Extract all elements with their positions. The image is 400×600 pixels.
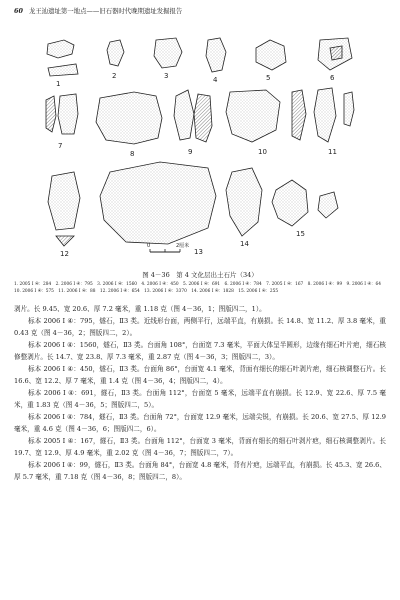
- artifact-label: 8: [130, 150, 135, 158]
- legend-item: 11. 2006 Ⅰ ④：88: [58, 289, 96, 295]
- artifact-label: 10: [258, 148, 267, 156]
- legend-item: 10. 2006 Ⅰ ④：575: [14, 289, 54, 295]
- legend-item: 3. 2006 Ⅰ ④：1560: [97, 282, 138, 287]
- legend-item: 4. 2006 Ⅰ ④：450: [141, 282, 179, 287]
- artifact-label: 5: [266, 74, 271, 82]
- legend-item: 13. 2006 Ⅰ ④：3370: [144, 289, 187, 295]
- artifact-drawing-4: [206, 38, 226, 72]
- artifact-drawing-1: [47, 40, 78, 76]
- artifact-drawing-10: [226, 90, 306, 142]
- artifact-drawing-13: [100, 162, 216, 244]
- artifact-label: 14: [240, 240, 249, 248]
- legend-item: 1. 2005 Ⅰ ④：284: [14, 282, 52, 287]
- running-title: 龙王辿遗址第一地点——旧石器时代晚期遗址发掘报告: [28, 7, 183, 15]
- figure-caption: 图 4－36 第 4 文化层出土石片（34）: [142, 271, 258, 279]
- artifact-label: 2: [112, 72, 117, 80]
- paragraph: 标本 2006 Ⅰ ④：450，燧石，Ⅱ3 类。台面角 86°，台面宽 4.1 毫米，背面有细长的细石叶剥片疤，细石核调整石片。长 16.6、宽 12.2、厚 7 毫米，重 1.4 克（图 4－36，4；图版四二，4）。: [14, 365, 386, 385]
- artifact-drawing-3: [154, 38, 182, 68]
- legend-item: 2. 2006 Ⅰ ④：795: [55, 282, 93, 287]
- paragraph: 标本 2006 Ⅰ ④：691，燧石，Ⅱ3 类。台面角 112°，台面宽 5 毫米，远端平直有崩损。长 12.9、宽 22.6、厚 7.5 毫米，重 1.83 克（图 4－36，5；图版四二，5）。: [14, 389, 386, 409]
- legend-item: 5. 2006 Ⅰ ④：691: [182, 282, 221, 287]
- artifact-drawing-14: [226, 168, 262, 236]
- artifact-drawing-6: [318, 38, 352, 70]
- scale-zero: 0: [147, 243, 151, 249]
- legend-item: 8. 2006 Ⅰ ④：99: [307, 282, 343, 287]
- paragraph: 标本 2006 Ⅰ ④：784，燧石，Ⅱ3 类。台面角 72°，台面宽 12.9 毫米，远端尖锐，有崩损。长 20.6、宽 27.5、厚 12.9 毫米，重 4.6 克（图 4－36，6；图版四二，6）。: [14, 413, 386, 433]
- artifact-drawing-2: [107, 40, 124, 66]
- artifact-drawing-15: [272, 180, 338, 226]
- legend-item: 6. 2006 Ⅰ ④：784: [224, 282, 262, 287]
- artifact-label: 3: [164, 72, 169, 80]
- artifact-plate: [30, 30, 370, 260]
- figure-legend: [14, 281, 386, 295]
- paragraph: 标本 2006 Ⅰ ④：795，燧石，Ⅱ3 类。近线形台面，两侧平行，远端平直，有崩损。长 14.8、宽 11.2、厚 3.8 毫米，重 0.43 克（图 4－36，2；图版四二，2）。: [14, 317, 386, 337]
- body-text: [14, 303, 386, 483]
- paragraph: 标本 2006 Ⅰ ④：1560，燧石，Ⅱ3 类。台面角 108°，台面宽 7.3 毫米，平面大体呈半圆形，边缘有细石叶片疤，细石核修整剥片。长 14.7、宽 23.8、厚 7.3 毫米，重 2.87 克（图 4－36，3；图版四二，3）。: [14, 341, 386, 361]
- artifact-drawing-9: [174, 90, 212, 142]
- artifact-label: 1: [56, 80, 61, 88]
- artifact-label: 9: [188, 148, 193, 156]
- legend-item: 7. 2005 Ⅰ ④：167: [266, 282, 304, 287]
- artifact-label: 13: [194, 248, 203, 256]
- artifact-drawing-5: [256, 40, 286, 70]
- artifact-drawing-8: [96, 92, 162, 144]
- artifact-label: 6: [330, 74, 335, 82]
- paragraph: 剥片。长 9.45、宽 20.6、厚 7.2 毫米，重 1.18 克（图 4－36，1；图版四二，1）。: [14, 305, 266, 313]
- artifact-label: 7: [58, 142, 63, 150]
- artifact-label: 11: [328, 148, 337, 156]
- legend-item: 14. 2006 Ⅰ ④：1828: [191, 289, 234, 295]
- legend-item: 9. 2006 Ⅰ ④：64: [346, 282, 381, 287]
- legend-item: 15. 2006 Ⅰ ④：255: [238, 289, 279, 295]
- artifact-label: 4: [213, 76, 218, 84]
- artifact-drawing-11: [314, 88, 354, 142]
- artifact-drawing-12: [48, 172, 80, 246]
- running-header: [14, 6, 386, 18]
- page-number: 60: [14, 7, 23, 15]
- legend-item: 12. 2006 Ⅰ ④：654: [99, 289, 140, 295]
- scale-max: 2厘米: [176, 243, 190, 249]
- artifact-drawing-7: [46, 94, 78, 134]
- paragraph: 标本 2006 Ⅰ ④：99，燧石，Ⅱ3 类。台面角 84°，台面宽 4.8 毫米，背有片疤，远端平直，有崩损。长 45.3、宽 26.6、厚 5.7 毫米，重 7.18 克（图 4－36，8；图版四二，8）。: [14, 461, 386, 481]
- artifact-label: 12: [60, 250, 69, 258]
- paragraph: 标本 2005 Ⅰ ④：167，燧石，Ⅱ3 类。台面角 112°，台面宽 3 毫米，背面有细长的细石叶剥片疤，细石核调整剥片。长 19.7、宽 12.9、厚 4.9 毫米，重 2.02 克（图 4－36，7；图版四二，7）。: [14, 437, 386, 457]
- artifact-label: 15: [296, 230, 305, 238]
